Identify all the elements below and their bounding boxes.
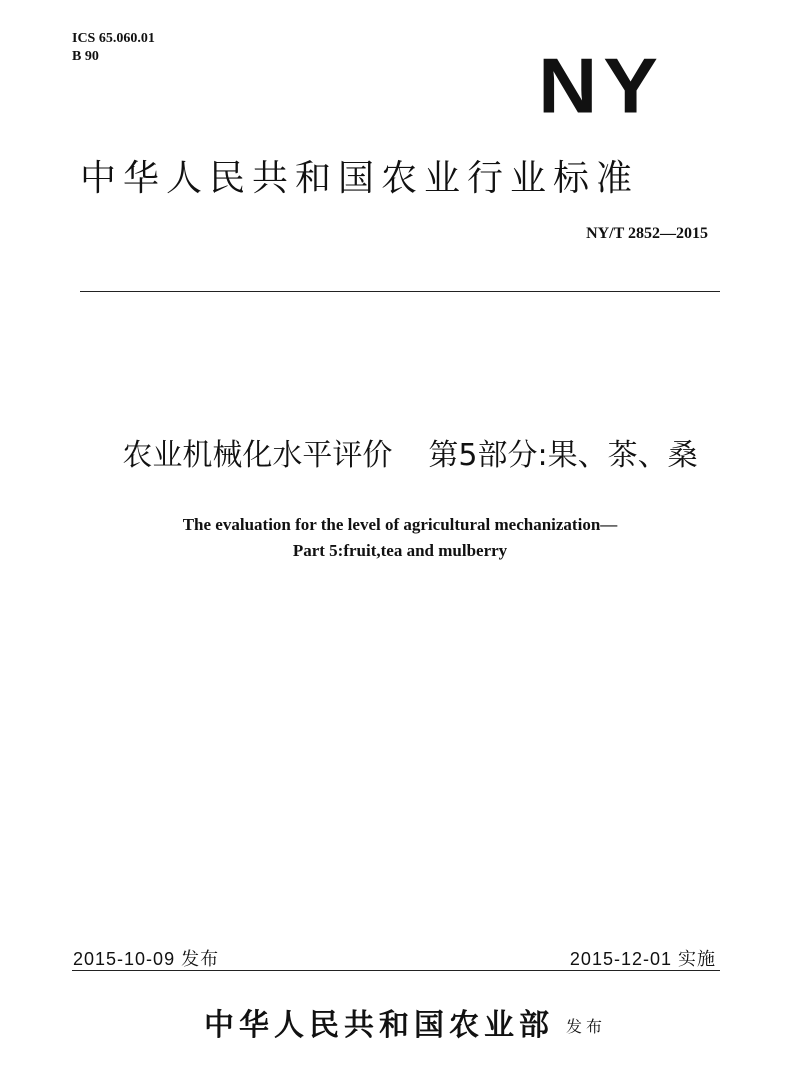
english-title-line2: Part 5:fruit,tea and mulberry — [292, 541, 508, 560]
standard-category-title: 中华人民共和国农业行业标准 — [80, 158, 640, 199]
ccs-code: B 90 — [72, 49, 99, 64]
bottom-divider — [72, 970, 720, 971]
publisher — [0, 1006, 800, 1047]
implementation-date: 2015-12-01 实施 — [569, 949, 716, 969]
classification-codes — [72, 30, 155, 66]
top-divider — [80, 291, 720, 292]
title-part: 第5部分:果、茶、桑 — [428, 438, 698, 473]
issue-date: 2015-10-09 发布 — [73, 949, 220, 969]
publisher-name: 中华人民共和国农业部 — [203, 1008, 554, 1043]
ics-code: ICS 65.060.01 — [72, 31, 155, 46]
ny-logo: NY — [538, 43, 664, 130]
title-main: 农业机械化水平评价 — [122, 438, 393, 473]
standard-number: NY/T 2852—2015 — [586, 225, 708, 242]
english-title — [0, 512, 800, 564]
document-title — [0, 436, 800, 476]
english-title-line1: The evaluation for the level of agricultural mechanization— — [182, 515, 618, 534]
publish-label: 发布 — [565, 1017, 606, 1036]
